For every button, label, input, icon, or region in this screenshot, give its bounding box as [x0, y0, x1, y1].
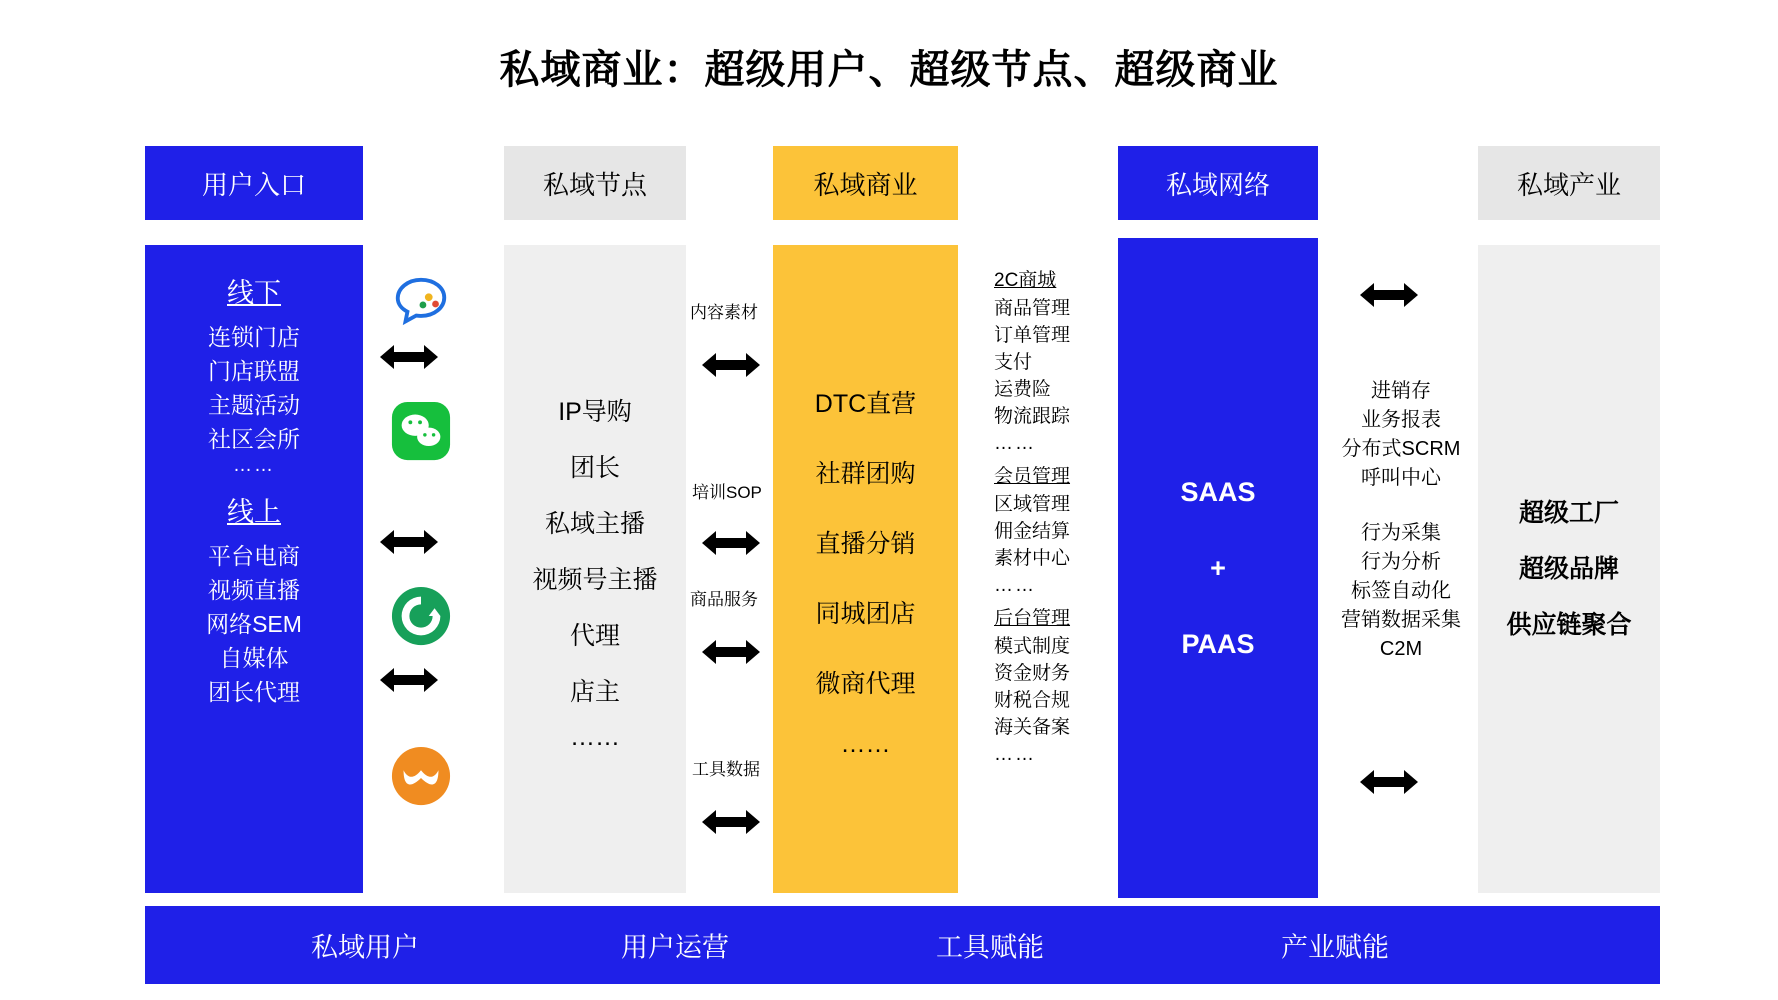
entrance-offline-ellipsis: …… [233, 455, 275, 476]
tools-group-title: 后台管理 [994, 608, 1071, 629]
tools-group [994, 463, 1110, 599]
nodes-column [504, 245, 686, 893]
feature-line: 呼叫中心 [1361, 466, 1441, 489]
tools-line: 物流跟踪 [994, 406, 1071, 427]
footer-item: 用户运营 [621, 932, 729, 963]
entrance-offline-label: 线下 [227, 278, 281, 308]
commerce-item: 同城团店 [815, 600, 916, 628]
entrance-online-item: 自媒体 [219, 645, 289, 671]
industry-item: 超级品牌 [1518, 555, 1619, 583]
header-industry: 私域产业 [1478, 146, 1660, 220]
arrow-entrance-nodes-2 [378, 525, 440, 559]
tools-line: 订单管理 [994, 325, 1071, 346]
feature-line: C2M [1379, 637, 1423, 660]
node-item: 团长 [569, 454, 620, 482]
node-item: 代理 [569, 622, 620, 650]
node-item: …… [570, 723, 620, 751]
header-entrance: 用户入口 [145, 146, 363, 220]
arrow-nodes-commerce-1 [700, 348, 762, 382]
entrance-offline-item: 连锁门店 [208, 324, 300, 350]
feature-line: 营销数据采集 [1341, 608, 1461, 631]
arrow-nodes-commerce-4 [700, 805, 762, 839]
page-title: 私域商业：超级用户、超级节点、超级商业 [499, 48, 1279, 92]
tools-line: 资金财务 [994, 663, 1071, 684]
chat-bubble-icon [390, 272, 452, 334]
feature-gap [1326, 493, 1476, 519]
tools-line: 海关备案 [994, 717, 1071, 738]
network-column [1118, 238, 1318, 898]
tools-line: 模式制度 [994, 636, 1071, 657]
tools-line: 运费险 [994, 379, 1052, 400]
tools-column [990, 245, 1110, 893]
header-network: 私域网络 [1118, 146, 1318, 220]
entrance-offline-item: 社区会所 [208, 426, 300, 452]
tools-line: …… [994, 575, 1036, 596]
mini-label-goods: 商品服务 [690, 590, 758, 609]
tools-line: 佣金结算 [994, 521, 1071, 542]
mini-label-training: 培训SOP [692, 483, 762, 502]
tools-line: 商品管理 [994, 298, 1071, 319]
arrow-nodes-commerce-2 [700, 526, 762, 560]
commerce-item: 直播分销 [815, 530, 916, 558]
footer-item: 工具赋能 [936, 932, 1044, 963]
tools-line: 区域管理 [994, 494, 1071, 515]
tools-line: 素材中心 [994, 548, 1071, 569]
entrance-online-item: 团长代理 [208, 679, 300, 705]
tools-group [994, 267, 1110, 457]
tools-group [994, 605, 1110, 768]
mini-label-tools: 工具数据 [692, 760, 760, 779]
feature-line: 行为分析 [1361, 550, 1441, 573]
entrance-offline-item: 主题活动 [208, 392, 300, 418]
tools-line: 支付 [994, 352, 1033, 373]
node-item: 店主 [569, 678, 620, 706]
arrow-nodes-commerce-3 [700, 635, 762, 669]
spiral-icon [390, 585, 452, 647]
entrance-offline-item: 门店联盟 [208, 358, 300, 384]
node-item: IP导购 [558, 398, 632, 426]
tools-group-title: 2C商城 [994, 270, 1057, 291]
industry-column [1478, 245, 1660, 893]
commerce-item: 社群团购 [815, 460, 916, 488]
footer-item: 私域用户 [311, 932, 419, 963]
entrance-online-label: 线上 [227, 497, 281, 527]
footer-item: 产业赋能 [1281, 932, 1389, 963]
footer-bar [145, 906, 1660, 984]
network-line: + [1210, 553, 1226, 583]
industry-item: 供应链聚合 [1506, 611, 1632, 639]
butterfly-icon [390, 745, 452, 807]
commerce-item: 微商代理 [815, 670, 916, 698]
tools-line: …… [994, 433, 1036, 454]
commerce-column [773, 245, 958, 893]
entrance-online-item: 平台电商 [208, 543, 300, 569]
tools-line: …… [994, 744, 1036, 765]
tools-line: 财税合规 [994, 690, 1071, 711]
commerce-item: …… [840, 730, 891, 758]
header-commerce: 私域商业 [773, 146, 958, 220]
header-nodes: 私域节点 [504, 146, 686, 220]
feature-line: 业务报表 [1361, 408, 1441, 431]
network-line: PAAS [1181, 629, 1255, 659]
network-line: SAAS [1180, 477, 1256, 507]
entrance-column [145, 245, 363, 893]
feature-line: 进销存 [1371, 379, 1431, 402]
wechat-icon [390, 400, 452, 462]
tools-group-title: 会员管理 [994, 466, 1071, 487]
feature-line: 分布式SCRM [1341, 437, 1461, 460]
node-item: 视频号主播 [532, 566, 658, 594]
commerce-item: DTC直营 [814, 390, 917, 418]
industry-item: 超级工厂 [1518, 499, 1619, 527]
feature-line: 行为采集 [1361, 521, 1441, 544]
arrow-entrance-nodes-3 [378, 663, 440, 697]
arrow-network-industry-2 [1358, 765, 1420, 799]
features-column [1326, 360, 1476, 680]
entrance-online-item: 视频直播 [208, 577, 300, 603]
mini-label-content: 内容素材 [690, 303, 758, 322]
arrow-network-industry-1 [1358, 278, 1420, 312]
feature-line: 标签自动化 [1351, 579, 1451, 602]
entrance-online-item: 网络SEM [206, 611, 302, 637]
node-item: 私域主播 [544, 510, 645, 538]
arrow-entrance-nodes-1 [378, 340, 440, 374]
